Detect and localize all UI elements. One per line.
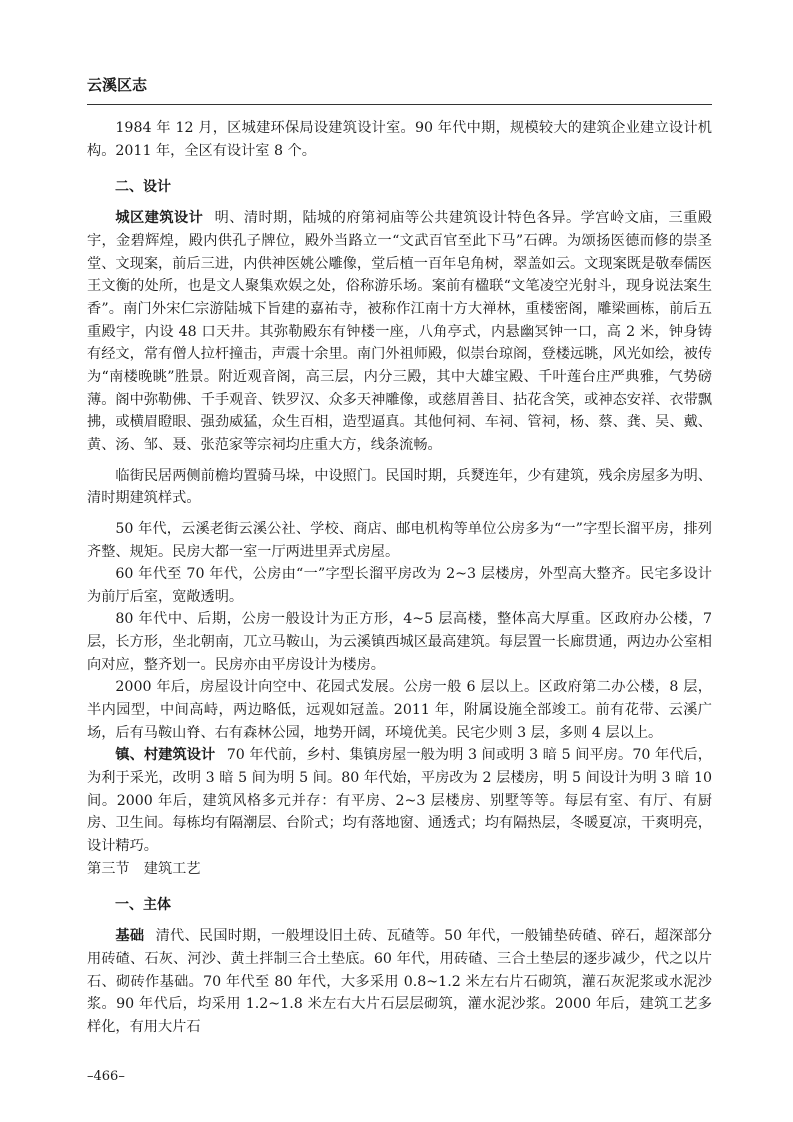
lead-term-city-design: 城区建筑设计: [115, 210, 204, 227]
heading-design: 二、设计: [115, 179, 171, 196]
heading-main-structure: 一、主体: [115, 897, 171, 914]
paragraph-city-design: [87, 207, 712, 456]
paragraph-design-office: 1984 年 12 月，区城建环保局设建筑设计室。90 年代中期，规模较大的建筑企业建立设计机构。2011 年，全区有设计室 8 个。: [87, 120, 712, 159]
page-body: [87, 117, 712, 1104]
page-number: –466–: [87, 1068, 125, 1084]
lead-term-foundation: 基础: [115, 928, 145, 945]
paragraph-street-houses: 临街民居两侧前檐均置骑马垛，中设照门。民国时期，兵燹连年，少有建筑，残余房屋多为明、清时期建筑样式。: [87, 467, 712, 507]
paragraph-80s: 80 年代中、后期，公房一般设计为正方形，4~5 层高楼，整体高大厚重。区政府办公楼，7 层，长方形，坐北朝南，兀立马鞍山，为云溪镇西城区最高建筑。每层置一长廊贯通，两边办公室相向对应，整齐划一。民房亦由平房设计为楼房。: [87, 611, 712, 673]
paragraph-60s: 60 年代至 70 年代，公房由“一”字型长溜平房改为 2~3 层楼房，外型高大整齐。民宅多设计为前厅后室，宽敞透明。: [87, 566, 712, 605]
town-design-text: 70 年代前，乡村、集镇房屋一般为明 3 间或明 3 暗 5 间平房。70 年代后，为利于采光，改明 3 暗 5 间为明 5 间。80 年代始，平房改为 2 层楼房，明 5 间设计为明 3 暗 10 间。2000 年后，建筑风格多元并存：有平房、2~3 层楼房、别墅等等。每层有室、有厅、有厨房、卫生间。每栋均有隔潮层、台阶式；均有落地窗、通透式；均有隔热层，冬暖夏凉，干爽明亮，设计精巧。: [87, 747, 712, 855]
foundation-text: 清代、民国时期，一般埋设旧土砖、瓦碴等。50 年代，一般铺垫砖碴、碎石，超深部分用砖碴、石灰、河沙、黄土拌制三合土垫底。60 年代，用砖碴、三合土垫层的逐步减少，代之以片石、砌砖作基础。70 年代至 80 年代，大多采用 0.8~1.2 米左右片石砌筑，灌石灰泥浆或水泥沙浆。90 年代后，均采用 1.2~1.8 米左右大片石层层砌筑，灌水泥沙浆。2000 年后，建筑工艺多样化，有用大片石: [87, 928, 712, 1035]
header-rule: [87, 104, 712, 105]
running-header: 云溪区志: [87, 76, 148, 94]
paragraph-town-design: [87, 744, 712, 857]
paragraph-2000s: 2000 年后，房屋设计向空中、花园式发展。公房一般 6 层以上。区政府第二办公楼，8 层，半内园型，中间高峙，两边略低，远观如冠盖。2011 年，附属设施全部竣工。前有花带、云溪广场，后有马鞍山脊、右有森林公园，地势开阔，环境优美。民宅少则 3 层，多则 4 层以上。: [87, 679, 712, 741]
city-design-text: 明、清时期，陆城的府第祠庙等公共建筑设计特色各异。学宫岭文庙，三重殿宇，金碧辉煌，殿内供孔子牌位，殿外当路立一“文武百官至此下马”石碑。为颂扬医德而修的崇圣堂、文现案，前后三进，内供神医姚公雕像，堂后植一百年皂角树，翠盖如云。文现案既是敬奉儒医王文衡的处所，也是文人聚集欢娱之处，俗称游乐场。案前有楹联“文笔凌空光射斗，现身说法案生香”。南门外宋仁宗游陆城下旨建的嘉祐寺，被称作江南十方大禅林，重楼密阁，雕梁画栋，前后五重殿宇，内设 48 口天井。其弥勒殿东有钟楼一座，八角亭式，内悬幽冥钟一口，高 2 米，钟身铸有经文，常有僧人拉杆撞击，声震十余里。南门外祖师殿，似崇台琼阁，登楼远眺，风光如绘，被传为“南楼晚眺”胜景。附近观音阁，高三层，内分三殿，其中大雄宝殿、千叶莲台庄严典雅，气势磅薄。阁中弥勒佛、千手观音、铁罗汉、众多天神雕像，或慈眉善目、拈花含笑，或神态安祥、衣带飘拂，或横眉瞪眼、强劲威猛，众生百相，造型逼真。其他何祠、车祠、管祠，杨、蔡、龚、吴、戴、黄、汤、邹、聂、张范家等宗祠均庄重大方，线条流畅。: [87, 210, 712, 453]
paragraph-foundation: [87, 925, 712, 1038]
paragraph-50s: 50 年代，云溪老街云溪公社、学校、商店、邮电机构等单位公房多为“一”字型长溜平房，排列齐整、规矩。民房大都一室一厅两进里弄式房屋。: [87, 520, 712, 560]
section-heading: 第三节 建筑工艺: [87, 860, 201, 877]
lead-term-town-design: 镇、村建筑设计: [115, 747, 216, 764]
